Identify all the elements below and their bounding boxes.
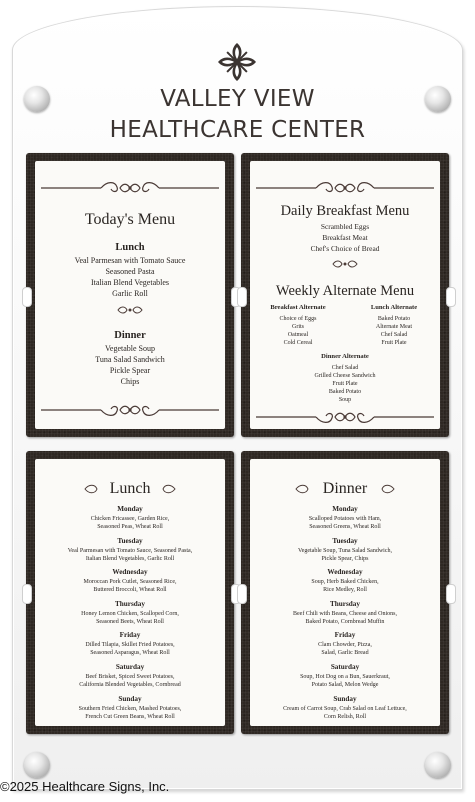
dinner-day-menu-line: Corn Relish, Roll <box>323 713 367 720</box>
lunch-day-label: Wednesday <box>112 568 148 577</box>
today-dinner-label: Dinner <box>114 330 146 341</box>
dinner-day-label: Wednesday <box>327 568 363 577</box>
lunch-alternate-item: Baked Potato <box>377 316 411 322</box>
dinner-day-label: Tuesday <box>332 536 358 545</box>
quatrefoil-leaf-icon <box>217 42 257 82</box>
lunch-day-menu-line: Italian Blend Vegetables, Garlic Roll <box>85 555 175 562</box>
breakfast-item: Chef's Choice of Bread <box>310 244 380 253</box>
today-lunch-item: Italian Blend Vegetables <box>90 278 170 287</box>
lunch-day-menu-line: Buttered Broccoli, Wheat Roll <box>93 587 167 594</box>
lunch-day-menu-line: California Blended Vegetables, Cornbread <box>79 682 181 688</box>
today-lunch-item: Veal Parmesan with Tomato Sauce <box>74 256 186 265</box>
card-lunch-week <box>35 459 225 726</box>
lunch-day-menu-line: Southern Fried Chicken, Mashed Potatoes, <box>78 705 182 712</box>
ornament-divider-icon <box>35 401 225 419</box>
dinner-day-menu-line: Cream of Carrot Soup, Crab Salad on Leaf Lettuce, <box>283 705 407 712</box>
dinner-day-menu-line: Vegetable Soup, Tuna Salad Sandwich, <box>298 547 392 554</box>
today-dinner-item: Pickle Spear <box>109 366 151 375</box>
frame-clip <box>446 287 456 307</box>
dinner-day-menu-line: Baked Potato, Cornbread Muffin <box>305 618 385 625</box>
today-dinner-item: Vegetable Soup <box>105 344 155 353</box>
dinner-alternate-item: Fruit Plate <box>332 381 358 387</box>
frame-clip <box>446 584 456 604</box>
lunch-day-menu-line: Beef Brisket, Spiced Sweet Potatoes, <box>85 674 175 680</box>
frame-dinner-week <box>241 451 449 734</box>
lunch-alternate-label: Lunch Alternate <box>370 304 418 311</box>
lunch-week-title: Lunch <box>109 480 151 497</box>
org-name-line1: VALLEY VIEW <box>160 86 315 112</box>
dinner-day-label: Thursday <box>330 599 360 608</box>
lunch-day-menu-line: Moroccan Pork Cutlet, Seasoned Rice, <box>83 579 177 586</box>
frame-lunch-week <box>26 451 234 734</box>
frame-clip <box>22 287 32 307</box>
today-lunch-item: Seasoned Pasta <box>105 267 155 276</box>
copyright-text: ©2025 Healthcare Signs, Inc. <box>0 779 170 794</box>
dinner-day-label: Friday <box>334 631 356 640</box>
lunch-day-label: Tuesday <box>117 536 143 545</box>
today-lunch-item: Garlic Roll <box>112 289 148 298</box>
lunch-day-label: Saturday <box>115 663 145 671</box>
lunch-alternate-item: Chef Salad <box>380 332 408 338</box>
lunch-day-label: Monday <box>117 505 143 513</box>
lunch-day-menu-line: Honey Lemon Chicken, Scalloped Corn, <box>81 610 179 617</box>
today-lunch-label: Lunch <box>115 242 145 253</box>
ornament-divider-icon <box>250 179 440 197</box>
dinner-day-menu-line: Salad, Garlic Bread <box>321 650 369 657</box>
dinner-alternate-item: Grilled Cheese Sandwich <box>314 373 376 379</box>
todays-menu-title: Today's Menu <box>84 211 176 228</box>
small-flourish-icon <box>35 305 225 315</box>
frame-clip <box>22 584 32 604</box>
standoff-bottom-right <box>425 752 451 778</box>
small-flourish-icon <box>250 259 440 269</box>
dinner-alternate-item: Chef Salad <box>331 365 359 371</box>
dinner-day-menu-line: Clam Chowder, Pizza, <box>318 642 372 649</box>
card-breakfast-menu <box>250 161 440 429</box>
frame-clip <box>237 584 247 604</box>
lunch-alternate-item: Fruit Plate <box>381 340 407 346</box>
lunch-day-menu-line: Dilled Tilapia, Skillet Fried Potatoes, <box>85 642 175 649</box>
lunch-day-menu-line: French Cut Green Beans, Wheat Roll <box>85 713 175 720</box>
dinner-alternate-item: Baked Potato <box>328 389 362 395</box>
dinner-day-menu-line: Soup, Herb Baked Chicken, <box>311 579 379 586</box>
breakfast-alternate-item: Choice of Eggs <box>279 316 317 322</box>
alternate-menu-title: Weekly Alternate Menu <box>275 283 415 299</box>
breakfast-alternate-item: Oatmeal <box>287 332 309 338</box>
dinner-day-label: Monday <box>332 505 358 513</box>
frame-clip <box>237 287 247 307</box>
dinner-day-menu-line: Soup, Hot Dog on a Bun, Sauerkraut, <box>300 674 390 680</box>
dinner-alternate-item: Soup <box>338 397 352 403</box>
card-todays-menu <box>35 161 225 429</box>
lunch-day-label: Friday <box>119 631 141 640</box>
dinner-day-menu-line: Potato Salad, Melon Wedge <box>311 682 379 688</box>
today-dinner-item: Tuna Salad Sandwich <box>95 355 165 364</box>
breakfast-item: Scrambled Eggs <box>320 222 370 231</box>
lunch-day-menu-line: Seasoned Asparagus, Wheat Roll <box>90 650 170 657</box>
breakfast-alternate-item: Cold Cereal <box>283 340 313 346</box>
lunch-day-label: Sunday <box>118 694 142 703</box>
frame-breakfast-menu <box>241 153 449 437</box>
lunch-day-menu-line: Seasoned Beets, Wheat Roll <box>96 618 164 625</box>
lunch-day-label: Thursday <box>115 599 145 608</box>
lunch-day-menu-line: Chicken Fricassee, Garden Rice, <box>90 516 170 522</box>
card-dinner-week <box>250 459 440 726</box>
ornament-divider-icon <box>250 408 440 426</box>
breakfast-alternate-label: Breakfast Alternate <box>270 304 326 311</box>
dinner-day-label: Saturday <box>330 663 360 671</box>
dinner-week-title: Dinner <box>322 480 368 497</box>
ornament-divider-icon <box>35 179 225 197</box>
breakfast-title: Daily Breakfast Menu <box>280 203 410 219</box>
dinner-day-menu-line: Rice Medley, Roll <box>323 587 367 594</box>
dinner-day-menu-line: Scalloped Potatoes with Ham, <box>308 516 382 522</box>
org-name-line2: HEALTHCARE CENTER <box>109 117 366 143</box>
standoff-bottom-left <box>24 752 50 778</box>
dinner-day-menu-line: Beef Chili with Beans, Cheese and Onions, <box>293 610 397 617</box>
today-dinner-item: Chips <box>120 377 140 386</box>
dinner-day-label: Sunday <box>333 694 357 703</box>
breakfast-item: Breakfast Meat <box>322 233 368 242</box>
lunch-day-menu-line: Seasoned Peas, Wheat Roll <box>97 524 163 530</box>
breakfast-alternate-item: Grits <box>292 324 304 330</box>
dinner-alternate-label: Dinner Alternate <box>321 353 369 360</box>
frame-todays-menu <box>26 153 234 437</box>
dinner-day-menu-line: Pickle Spear, Chips <box>321 555 369 562</box>
lunch-day-menu-line: Veal Parmesan with Tomato Sauce, Seasoned Pasta, <box>67 547 193 554</box>
lunch-alternate-item: Alternate Meat <box>375 324 413 330</box>
dinner-day-menu-line: Seasoned Greens, Wheat Roll <box>309 524 381 530</box>
